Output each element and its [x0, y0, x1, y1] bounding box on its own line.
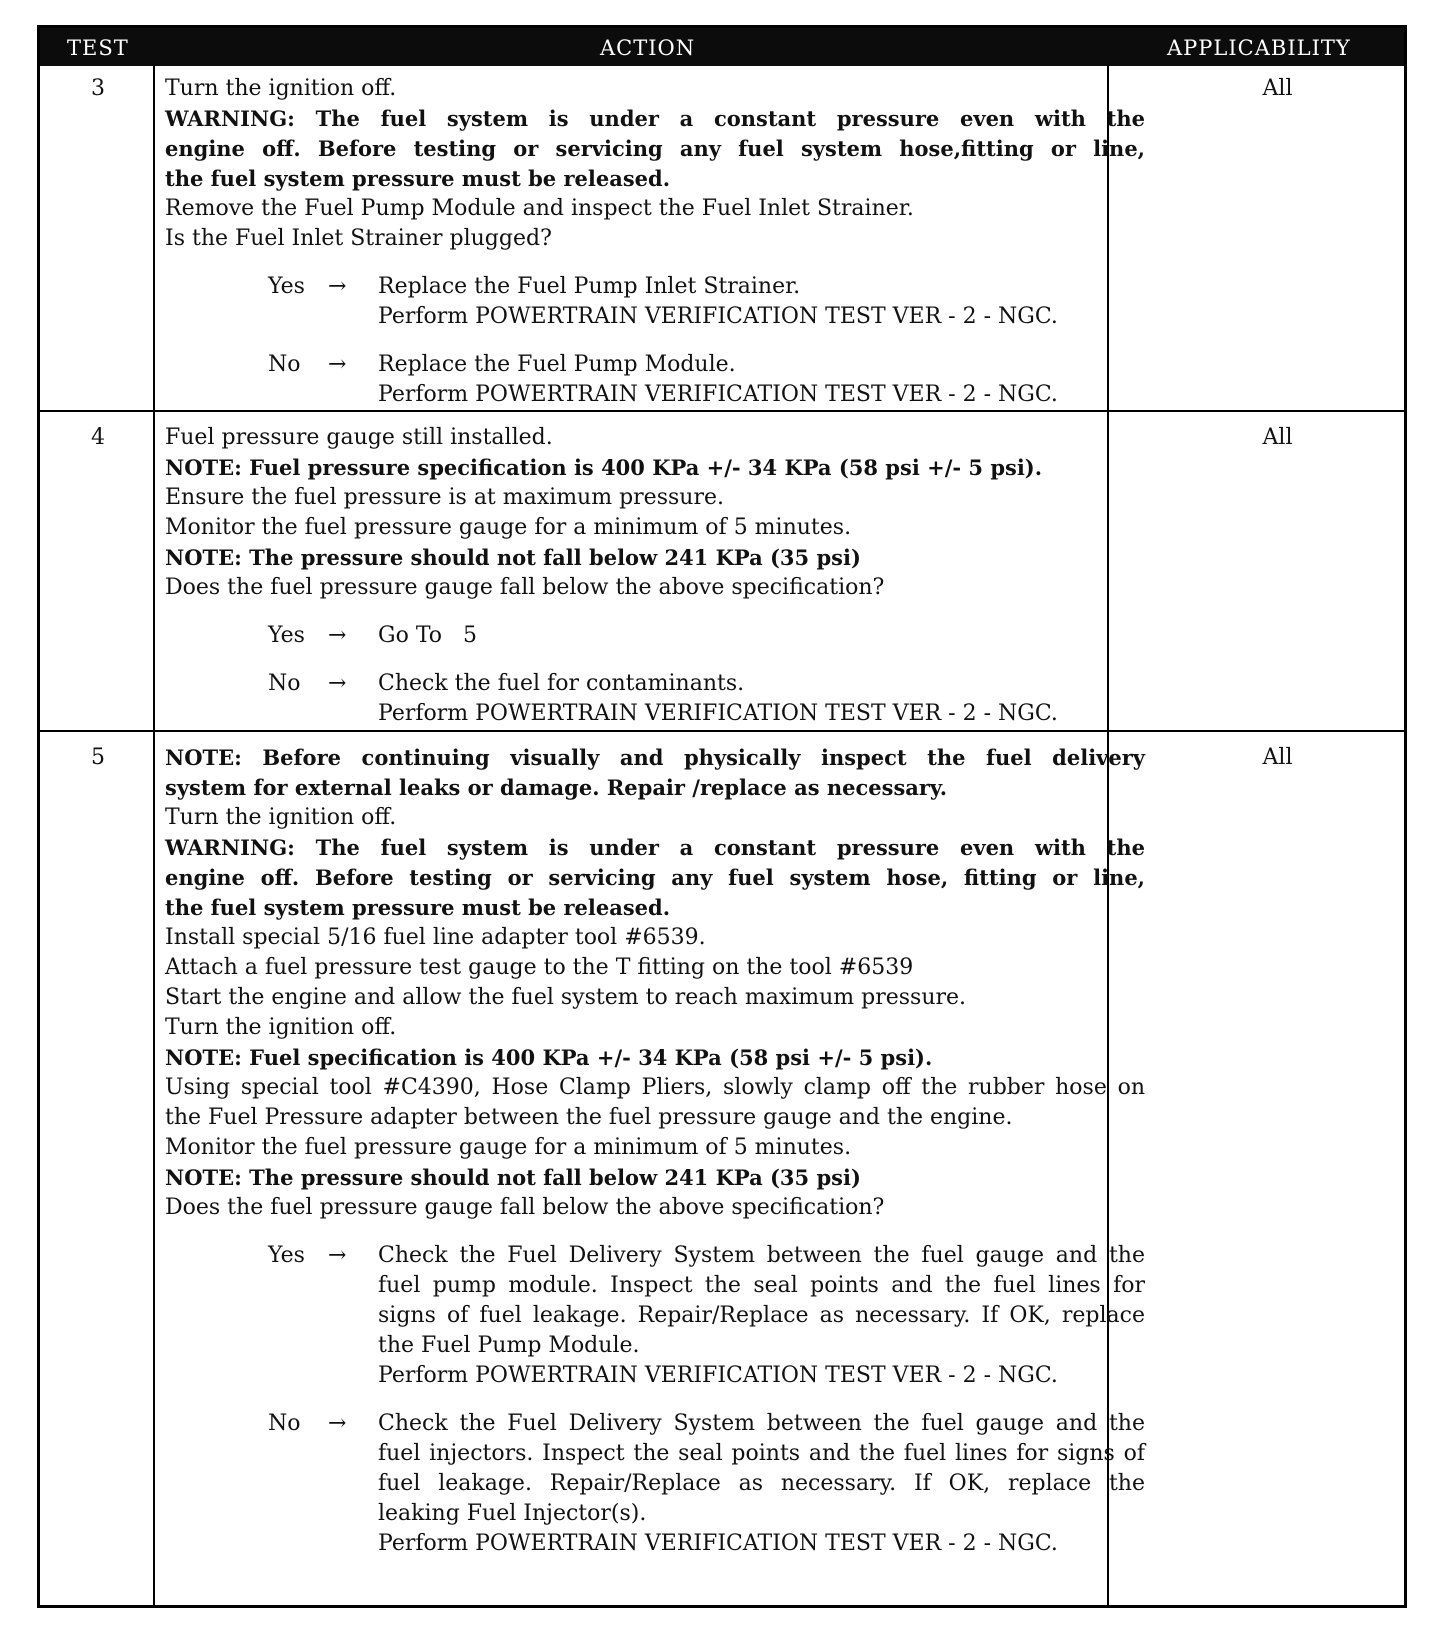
yes-response	[165, 621, 1145, 651]
applicability-value: All	[1262, 745, 1293, 770]
action-line: Monitor the fuel pressure gauge for a minimum of 5 minutes.	[165, 515, 852, 540]
arrow-right-icon: →	[328, 1411, 347, 1436]
note-line: NOTE: Fuel specification is 400 KPa +/- 34 KPa (58 psi +/- 5 psi).	[165, 1045, 933, 1070]
warning-line: WARNING: The fuel system is under a constant pressure even with the	[165, 106, 1145, 131]
test-number: 5	[91, 745, 105, 770]
header-test: TEST	[67, 36, 129, 60]
yes-label: Yes	[268, 1243, 305, 1268]
applicability-value: All	[1262, 425, 1293, 450]
question-line: Does the fuel pressure gauge fall below the above specification?	[165, 1195, 885, 1220]
warning-line: the fuel system pressure must be released.	[165, 895, 671, 920]
action-line: Using special tool #C4390, Hose Clamp Pliers, slowly clamp off the rubber hose on	[165, 1075, 1145, 1100]
warning-line: the fuel system pressure must be released.	[165, 166, 671, 191]
go-to-link: Go To 5	[378, 623, 477, 648]
response-line: Perform POWERTRAIN VERIFICATION TEST VER - 2 - NGC.	[378, 701, 1058, 726]
arrow-right-icon: →	[328, 623, 347, 648]
response-line: leaking Fuel Injector(s).	[378, 1501, 647, 1526]
response-line: the Fuel Pump Module.	[378, 1333, 640, 1358]
no-response	[165, 350, 1145, 410]
test-number: 4	[91, 425, 105, 450]
header-applicability: APPLICABILITY	[1167, 36, 1351, 60]
action-line: Turn the ignition off.	[165, 805, 397, 830]
action-line: Remove the Fuel Pump Module and inspect the Fuel Inlet Strainer.	[165, 196, 914, 221]
no-response	[165, 1409, 1145, 1559]
no-response	[165, 669, 1145, 729]
table-header	[40, 28, 1404, 66]
applicability-value: All	[1262, 76, 1293, 101]
action-line: Install special 5/16 fuel line adapter tool #6539.	[165, 925, 706, 950]
action-line: the Fuel Pressure adapter between the fuel pressure gauge and the engine.	[165, 1105, 1013, 1130]
warning-line: engine off. Before testing or servicing any fuel system hose,fitting or line,	[165, 136, 1145, 161]
response-line: Perform POWERTRAIN VERIFICATION TEST VER - 2 - NGC.	[378, 382, 1058, 407]
note-line: NOTE: Fuel pressure specification is 400 KPa +/- 34 KPa (58 psi +/- 5 psi).	[165, 455, 1043, 480]
response-line: signs of fuel leakage. Repair/Replace as necessary. If OK, replace	[378, 1303, 1145, 1328]
arrow-right-icon: →	[328, 352, 347, 377]
arrow-right-icon: →	[328, 274, 347, 299]
warning-line: WARNING: The fuel system is under a constant pressure even with the	[165, 835, 1145, 860]
yes-label: Yes	[268, 274, 305, 299]
question-line: Does the fuel pressure gauge fall below the above specification?	[165, 575, 885, 600]
diagnostic-table	[37, 25, 1407, 1608]
response-line: fuel leakage. Repair/Replace as necessary. If OK, replace the	[378, 1471, 1145, 1496]
test-number: 3	[91, 76, 105, 101]
note-line: NOTE: Before continuing visually and physically inspect the fuel delivery	[165, 745, 1145, 770]
action-line: Ensure the fuel pressure is at maximum pressure.	[165, 485, 724, 510]
no-label: No	[268, 671, 301, 696]
note-line: system for external leaks or damage. Repair /replace as necessary.	[165, 775, 948, 800]
response-line: Perform POWERTRAIN VERIFICATION TEST VER - 2 - NGC.	[378, 304, 1058, 329]
response-line: Perform POWERTRAIN VERIFICATION TEST VER - 2 - NGC.	[378, 1531, 1058, 1556]
action-line: Monitor the fuel pressure gauge for a minimum of 5 minutes.	[165, 1135, 852, 1160]
column-divider-test	[153, 66, 155, 1605]
response-line: Replace the Fuel Pump Module.	[378, 352, 736, 377]
action-line: Attach a fuel pressure test gauge to the T fitting on the tool #6539	[165, 955, 914, 980]
action-cell	[165, 74, 1145, 410]
action-line: Start the engine and allow the fuel system to reach maximum pressure.	[165, 985, 967, 1010]
response-line: fuel injectors. Inspect the seal points and the fuel lines for signs of	[378, 1441, 1145, 1466]
response-line: fuel pump module. Inspect the seal points and the fuel lines for	[378, 1273, 1145, 1298]
warning-line: engine off. Before testing or servicing any fuel system hose, fitting or line,	[165, 865, 1145, 890]
question-line: Is the Fuel Inlet Strainer plugged?	[165, 226, 552, 251]
response-line: Check the Fuel Delivery System between the fuel gauge and the	[378, 1243, 1145, 1268]
action-line: Fuel pressure gauge still installed.	[165, 425, 553, 450]
note-line: NOTE: The pressure should not fall below 241 KPa (35 psi)	[165, 1165, 861, 1190]
yes-label: Yes	[268, 623, 305, 648]
response-line: Check the Fuel Delivery System between the fuel gauge and the	[378, 1411, 1145, 1436]
response-line: Replace the Fuel Pump Inlet Strainer.	[378, 274, 801, 299]
note-line: NOTE: The pressure should not fall below 241 KPa (35 psi)	[165, 545, 861, 570]
arrow-right-icon: →	[328, 1243, 347, 1268]
response-line: Check the fuel for contaminants.	[378, 671, 745, 696]
yes-response	[165, 1241, 1145, 1391]
row-divider	[40, 410, 1404, 412]
action-cell	[165, 743, 1145, 1559]
action-line: Turn the ignition off.	[165, 76, 397, 101]
action-line: Turn the ignition off.	[165, 1015, 397, 1040]
yes-response	[165, 272, 1145, 332]
header-action: ACTION	[600, 36, 696, 60]
no-label: No	[268, 1411, 301, 1436]
arrow-right-icon: →	[328, 671, 347, 696]
response-line: Perform POWERTRAIN VERIFICATION TEST VER - 2 - NGC.	[378, 1363, 1058, 1388]
no-label: No	[268, 352, 301, 377]
action-cell	[165, 423, 1145, 729]
row-divider	[40, 730, 1404, 732]
